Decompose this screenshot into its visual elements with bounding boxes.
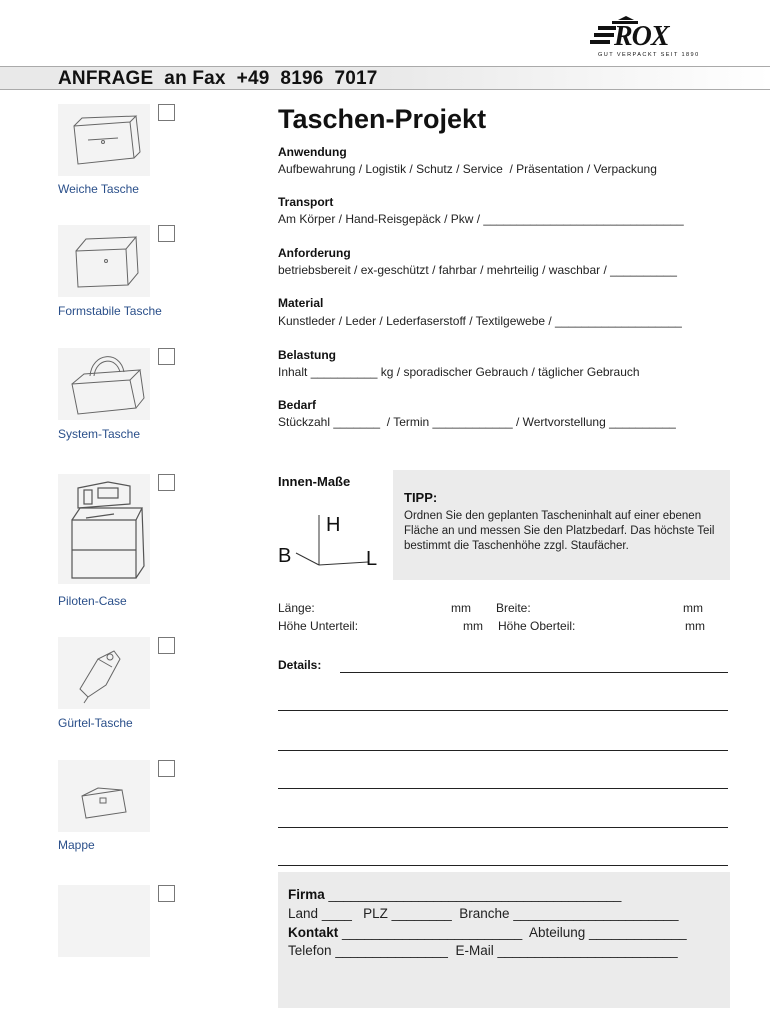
checkbox-formstabile-tasche[interactable]	[158, 225, 175, 242]
checkbox-system-tasche[interactable]	[158, 348, 175, 365]
weiche-tasche-image	[58, 104, 150, 176]
dimension-diagram	[278, 505, 388, 580]
section-text-bedarf[interactable]: Stückzahl _______ / Termin ____________ / Wertvorstellung __________	[278, 415, 676, 429]
checkbox-guertel-tasche[interactable]	[158, 637, 175, 654]
email-label: E-Mail	[455, 943, 494, 958]
details-line-6[interactable]	[278, 865, 728, 866]
email-field[interactable]: ________________________	[497, 943, 678, 958]
section-text-belastung[interactable]: Inhalt __________ kg / sporadischer Gebrauch / täglicher Gebrauch	[278, 365, 640, 379]
kontakt-field[interactable]: ________________________	[342, 925, 523, 940]
hoehe-unterteil-unit: mm	[463, 619, 483, 633]
axis-l: L	[366, 548, 378, 570]
land-label: Land	[288, 906, 319, 921]
innen-masse-heading: Innen-Maße	[278, 474, 351, 489]
telefon-field[interactable]: _______________	[335, 943, 448, 958]
section-heading-belastung: Belastung	[278, 348, 337, 362]
guertel-tasche-image	[58, 637, 150, 709]
section-heading-transport: Transport	[278, 195, 334, 209]
section-heading-anforderung: Anforderung	[278, 246, 351, 260]
section-text-material[interactable]: Kunstleder / Leder / Lederfaserstoff / Textilgewebe / ___________________	[278, 314, 682, 328]
checkbox-custom[interactable]	[158, 885, 175, 902]
land-field[interactable]: ____	[321, 906, 352, 921]
details-line-2[interactable]	[278, 710, 728, 711]
details-label: Details:	[278, 658, 322, 672]
plz-label: PLZ	[363, 906, 388, 921]
section-heading-bedarf: Bedarf	[278, 398, 317, 412]
breite-unit: mm	[683, 601, 703, 615]
breite-label: Breite:	[496, 601, 531, 615]
branche-field[interactable]: ______________________	[513, 906, 679, 921]
firma-field[interactable]: _______________________________________	[328, 887, 622, 902]
logo-tagline: GUT VERPACKT SEIT 1890	[598, 52, 700, 58]
land-row[interactable]	[288, 906, 679, 921]
abteilung-label: Abteilung	[528, 925, 586, 940]
telefon-label: Telefon	[288, 943, 332, 958]
details-line-1[interactable]	[340, 672, 728, 673]
section-heading-anwendung: Anwendung	[278, 145, 347, 159]
tipp-heading: TIPP:	[404, 490, 438, 505]
label-weiche-tasche: Weiche Tasche	[58, 182, 139, 196]
laenge-unit: mm	[451, 601, 471, 615]
telefon-row[interactable]	[288, 943, 678, 958]
checkbox-piloten-case[interactable]	[158, 474, 175, 491]
system-tasche-image	[58, 348, 150, 420]
form-title: Taschen-Projekt	[278, 104, 487, 134]
kontakt-label: Kontakt	[288, 925, 339, 940]
axis-h: H	[326, 514, 341, 536]
rox-logo	[590, 16, 730, 58]
label-mappe: Mappe	[58, 838, 95, 852]
mappe-image	[58, 760, 150, 832]
hoehe-oberteil-unit: mm	[685, 619, 705, 633]
details-line-3[interactable]	[278, 750, 728, 751]
details-line-5[interactable]	[278, 827, 728, 828]
section-heading-material: Material	[278, 296, 324, 310]
checkbox-mappe[interactable]	[158, 760, 175, 777]
hoehe-unterteil-label: Höhe Unterteil:	[278, 619, 359, 633]
firma-label: Firma	[288, 887, 325, 902]
plz-field[interactable]: ________	[391, 906, 452, 921]
section-text-transport[interactable]: Am Körper / Hand-Reisgepäck / Pkw / ______________________________	[278, 212, 684, 226]
piloten-case-image	[58, 474, 150, 584]
details-line-4[interactable]	[278, 788, 728, 789]
laenge-label: Länge:	[278, 601, 315, 615]
hoehe-oberteil-label: Höhe Oberteil:	[498, 619, 576, 633]
fax-header: ANFRAGE an Fax +49 8196 7017	[58, 68, 378, 89]
label-piloten-case: Piloten-Case	[58, 594, 127, 608]
label-guertel-tasche: Gürtel-Tasche	[58, 716, 133, 730]
logo-text: ROX	[614, 21, 669, 52]
label-formstabile-tasche: Formstabile Tasche	[58, 304, 162, 318]
axis-b: B	[278, 545, 292, 567]
branche-label: Branche	[459, 906, 510, 921]
section-text-anwendung[interactable]: Aufbewahrung / Logistik / Schutz / Service / Präsentation / Verpackung	[278, 162, 657, 176]
checkbox-weiche-tasche[interactable]	[158, 104, 175, 121]
abteilung-field[interactable]: _____________	[589, 925, 687, 940]
label-system-tasche: System-Tasche	[58, 427, 141, 441]
kontakt-row[interactable]	[288, 925, 687, 940]
firma-row[interactable]	[288, 887, 621, 902]
formstabile-tasche-image	[58, 225, 150, 297]
empty-product-image	[58, 885, 150, 957]
tipp-text: Ordnen Sie den geplanten Tascheninhalt auf einer ebenen Fläche an und messen Sie den Platzbedarf. Das höchste Teil bestimmt die Taschenhöhe zzgl. Staufächer.	[404, 510, 715, 552]
section-text-anforderung[interactable]: betriebsbereit / ex-geschützt / fahrbar / mehrteilig / waschbar / __________	[278, 263, 677, 277]
